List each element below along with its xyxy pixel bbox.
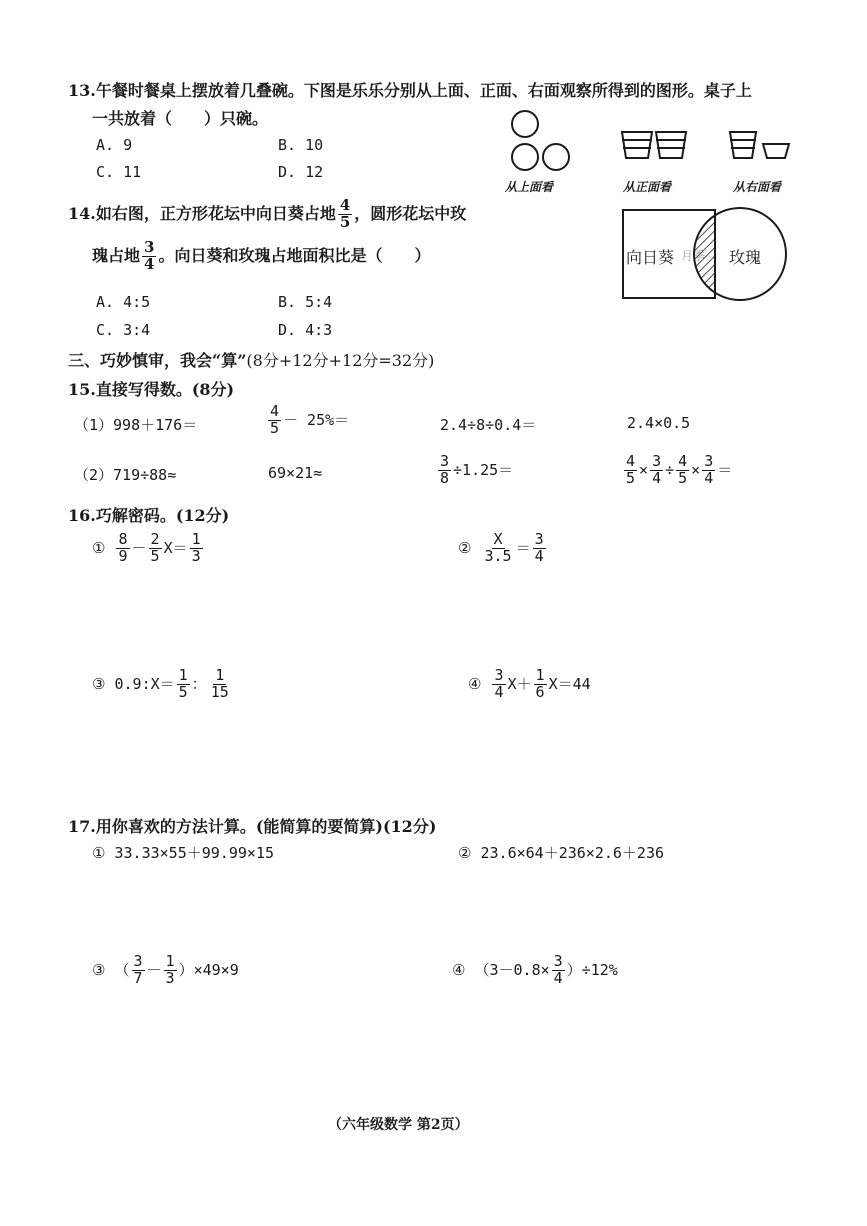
q14-option-b: B. 5:4	[278, 293, 333, 311]
q13-stem-line2: 一共放着（ ）只碗。	[92, 109, 269, 128]
q14-stem-line2: 瑰占地 $\frac{3}{4}$ 。向日葵和玫瑰占地面积比是（ ）	[92, 238, 431, 273]
q17-title: 17.用你喜欢的方法计算。(能简算的要简算)(12分)	[68, 817, 437, 836]
diagram-rose-label: 玫瑰	[729, 248, 762, 267]
diagram-overlap-label: 月季	[681, 249, 706, 263]
q15-r2c3: $\frac{3}{8}$ ÷1.25＝	[440, 452, 514, 487]
q15-r1c3: 2.4÷8÷0.4＝	[440, 416, 537, 434]
q17-expr1: ① 33.33×55＋99.99×15	[92, 844, 274, 862]
diagram-sunflower-label: 向日葵	[626, 248, 675, 267]
label-right-view: 从右面看	[733, 180, 782, 194]
q15-r2c4: $\frac{4}{5}$ × $\frac{3}{4}$ ÷ $\frac{4}{5}$ × $\frac{3}{4}$ ＝	[626, 452, 733, 487]
section-3-title: 三、巧妙慎审，我会“算”(8分+12分+12分=32分)	[68, 351, 435, 370]
q13-option-b: B. 10	[278, 136, 324, 154]
q16-eq2: ② $\frac{X}{3.5}$ ＝ $\frac{3}{4}$	[458, 530, 544, 565]
label-front-view: 从正面看	[623, 180, 672, 194]
q14-option-a: A. 4:5	[96, 293, 151, 311]
page-footer: （六年级数学 第2页）	[328, 1117, 469, 1133]
q16-eq1: ① $\frac{8}{9}$ － $\frac{2}{5}$ X＝ $\frac{1}{3}$	[92, 530, 201, 565]
q15-r2c2: 69×21≈	[268, 464, 323, 482]
q16-title: 16.巧解密码。(12分)	[68, 506, 230, 525]
q14-option-c: C. 3:4	[96, 321, 151, 339]
q17-expr2: ② 23.6×64＋236×2.6＋236	[458, 844, 665, 862]
q13-stem-line1: 13.午餐时餐桌上摆放着几叠碗。下图是乐乐分别从上面、正面、右面观察所得到的图形。桌子上	[68, 81, 752, 100]
q15-title: 15.直接写得数。(8分)	[68, 380, 235, 399]
q13-option-d: D. 12	[278, 163, 324, 181]
label-top-view: 从上面看	[505, 180, 554, 194]
q15-r2c1: （2）719÷88≈	[74, 466, 177, 484]
q13-option-a: A. 9	[96, 136, 133, 154]
q15-r1c2: $\frac{4}{5}$ － 25%＝	[270, 402, 350, 437]
q17-expr3: ③ （ $\frac{3}{7}$ － $\frac{1}{3}$ ）×49×9	[92, 952, 239, 987]
q15-r1c4: 2.4×0.5	[627, 414, 691, 432]
q14-option-d: D. 4:3	[278, 321, 333, 339]
q15-r1c1: （1）998＋176＝	[74, 416, 198, 434]
q13-option-c: C. 11	[96, 163, 142, 181]
q17-expr4: ④ （3－0.8× $\frac{3}{4}$ ）÷12%	[452, 952, 618, 987]
q16-eq3: ③ 0.9:X＝ $\frac{1}{5}$ ： $\frac{1}{15}$	[92, 666, 229, 701]
q16-eq4: ④ $\frac{3}{4}$ X＋ $\frac{1}{6}$ X＝44	[468, 666, 591, 701]
q14-stem-line1: 14.如右图，正方形花坛中向日葵占地 $\frac{4}{5}$ ，圆形花坛中玫	[68, 196, 467, 231]
